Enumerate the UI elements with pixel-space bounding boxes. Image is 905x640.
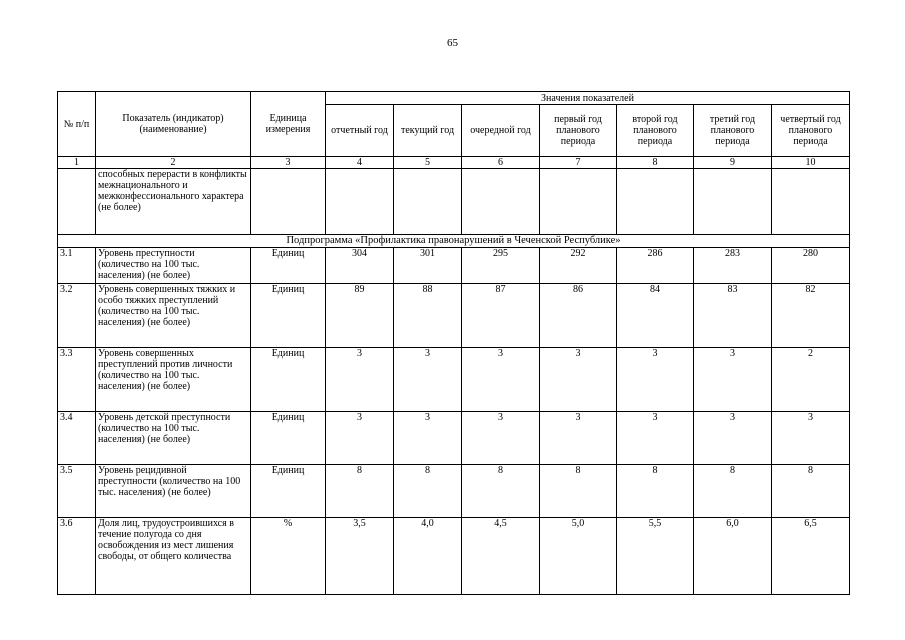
- row-value: 3: [326, 412, 394, 465]
- row-indicator: Уровень преступности (количество на 100 тыс. населения) (не более): [96, 248, 251, 284]
- column-number: 2: [96, 157, 251, 169]
- header-year-1: отчетный год: [326, 105, 394, 157]
- row-num: 3.4: [58, 412, 96, 465]
- row-value: 3: [540, 348, 617, 412]
- row-value: 82: [772, 284, 850, 348]
- header-indicator: Показатель (индикатор) (наименование): [96, 92, 251, 157]
- row-value: 292: [540, 248, 617, 284]
- column-number: 6: [462, 157, 540, 169]
- indicator-rows: [58, 248, 850, 595]
- column-number-row: [58, 157, 850, 169]
- column-number: 7: [540, 157, 617, 169]
- column-number: 5: [394, 157, 462, 169]
- row-unit: Единиц: [251, 248, 326, 284]
- row-num: 3.1: [58, 248, 96, 284]
- row-unit: Единиц: [251, 465, 326, 518]
- subprogram-title: Подпрограмма «Профилактика правонарушений в Чеченской Республике»: [58, 235, 850, 248]
- row-num: 3.2: [58, 284, 96, 348]
- continuation-row: [58, 169, 850, 235]
- indicators-table: [57, 91, 850, 595]
- row-value: 5,5: [617, 518, 694, 595]
- row-value: 3,5: [326, 518, 394, 595]
- table-row: [58, 518, 850, 595]
- row-indicator: Уровень совершенных преступлений против личности (количество на 100 тыс. населения) (не более): [96, 348, 251, 412]
- table-row: [58, 412, 850, 465]
- row-unit: %: [251, 518, 326, 595]
- row-indicator: способных перерасти в конфликты межнационального и межконфессионального характера (не более): [96, 169, 251, 235]
- row-value: 3: [394, 348, 462, 412]
- row-value: 4,5: [462, 518, 540, 595]
- row-indicator: Уровень совершенных тяжких и особо тяжких преступлений (количество на 100 тыс. населения) (не более): [96, 284, 251, 348]
- column-number: 10: [772, 157, 850, 169]
- header-year-5: второй год планового периода: [617, 105, 694, 157]
- header-row-1: [58, 92, 850, 105]
- row-value: 3: [462, 412, 540, 465]
- row-indicator: Доля лиц, трудоустроившихся в течение полугода со дня освобождения из мест лишения свободы, от общего количества: [96, 518, 251, 595]
- table-row: [58, 284, 850, 348]
- header-year-2: текущий год: [394, 105, 462, 157]
- row-value: 89: [326, 284, 394, 348]
- column-number: 3: [251, 157, 326, 169]
- column-number: 4: [326, 157, 394, 169]
- row-value: 88: [394, 284, 462, 348]
- row-value: 5,0: [540, 518, 617, 595]
- row-value: [462, 169, 540, 235]
- row-indicator: Уровень рецидивной преступности (количество на 100 тыс. населения) (не более): [96, 465, 251, 518]
- row-value: 3: [462, 348, 540, 412]
- row-unit: Единиц: [251, 284, 326, 348]
- row-value: 8: [617, 465, 694, 518]
- row-value: 3: [540, 412, 617, 465]
- row-value: 8: [394, 465, 462, 518]
- row-value: 301: [394, 248, 462, 284]
- page-number: 65: [447, 37, 458, 49]
- row-value: 286: [617, 248, 694, 284]
- row-value: 3: [694, 412, 772, 465]
- subprogram-row: [58, 235, 850, 248]
- table-row: [58, 248, 850, 284]
- row-value: 86: [540, 284, 617, 348]
- row-value: 84: [617, 284, 694, 348]
- header-unit: Единица измерения: [251, 92, 326, 157]
- row-value: [772, 169, 850, 235]
- row-value: 8: [326, 465, 394, 518]
- column-number: 8: [617, 157, 694, 169]
- row-value: 3: [694, 348, 772, 412]
- header-num: № п/п: [58, 92, 96, 157]
- row-unit: Единиц: [251, 412, 326, 465]
- row-indicator: Уровень детской преступности (количество на 100 тыс. населения) (не более): [96, 412, 251, 465]
- row-value: 6,0: [694, 518, 772, 595]
- row-value: 3: [772, 412, 850, 465]
- row-value: 8: [694, 465, 772, 518]
- row-value: 3: [617, 412, 694, 465]
- row-value: 2: [772, 348, 850, 412]
- column-number: 9: [694, 157, 772, 169]
- header-year-3: очередной год: [462, 105, 540, 157]
- row-value: 4,0: [394, 518, 462, 595]
- header-year-4: первый год планового периода: [540, 105, 617, 157]
- row-value: [617, 169, 694, 235]
- header-year-7: четвертый год планового периода: [772, 105, 850, 157]
- row-value: 304: [326, 248, 394, 284]
- row-value: 3: [326, 348, 394, 412]
- row-value: 87: [462, 284, 540, 348]
- row-value: 83: [694, 284, 772, 348]
- row-value: [540, 169, 617, 235]
- row-value: 8: [462, 465, 540, 518]
- header-year-6: третий год планового периода: [694, 105, 772, 157]
- row-unit: Единиц: [251, 348, 326, 412]
- row-num: 3.6: [58, 518, 96, 595]
- row-value: 8: [772, 465, 850, 518]
- row-value: 6,5: [772, 518, 850, 595]
- column-number: 1: [58, 157, 96, 169]
- row-value: [394, 169, 462, 235]
- row-num: 3.5: [58, 465, 96, 518]
- row-value: [694, 169, 772, 235]
- header-values-group: Значения показателей: [326, 92, 850, 105]
- row-value: 3: [617, 348, 694, 412]
- row-value: 295: [462, 248, 540, 284]
- row-num: 3.3: [58, 348, 96, 412]
- row-unit: [251, 169, 326, 235]
- table-row: [58, 348, 850, 412]
- row-value: [326, 169, 394, 235]
- table-row: [58, 465, 850, 518]
- row-value: 283: [694, 248, 772, 284]
- row-value: 8: [540, 465, 617, 518]
- row-value: 3: [394, 412, 462, 465]
- row-value: 280: [772, 248, 850, 284]
- row-num: [58, 169, 96, 235]
